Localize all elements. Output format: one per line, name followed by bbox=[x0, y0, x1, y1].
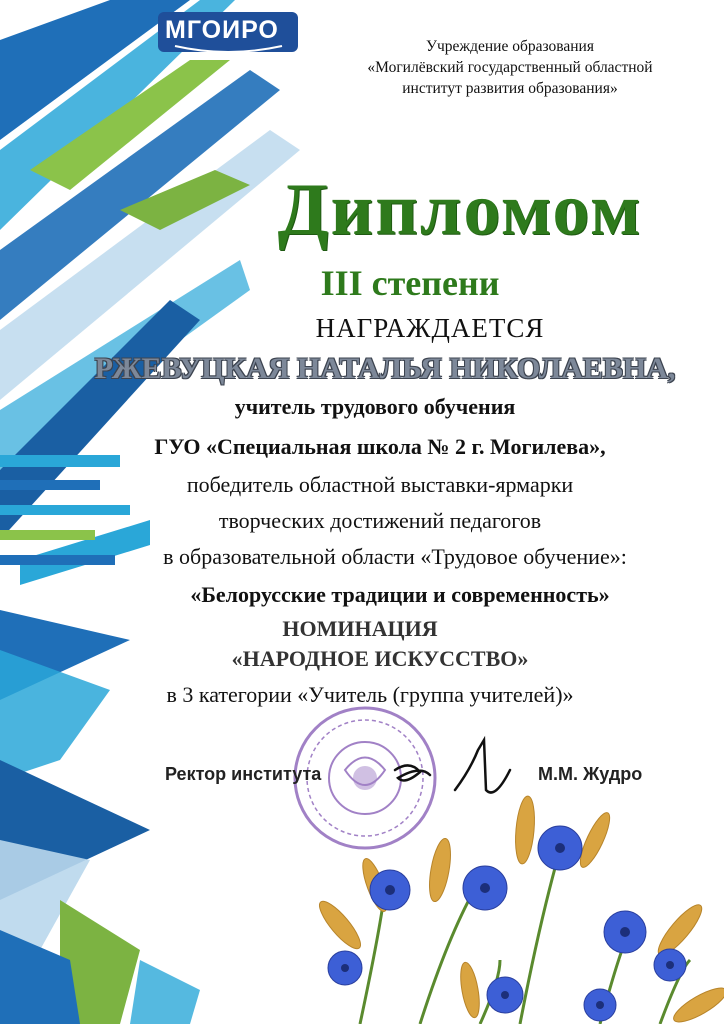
recipient-school: ГУО «Специальная школа № 2 г. Могилева», bbox=[154, 434, 606, 459]
handwritten-signature bbox=[395, 740, 510, 793]
awarded-heading: НАГРАЖДАЕТСЯ bbox=[315, 313, 545, 343]
award-text-1: победитель областной выставки-ярмарки bbox=[186, 472, 574, 497]
recipient-name: РЖЕВУЦКАЯ НАТАЛЬЯ НИКОЛАЕВНА, bbox=[94, 352, 676, 385]
diploma-title: Дипломом bbox=[277, 169, 643, 251]
institution-line-2: «Могилёвский государственный областной bbox=[367, 59, 653, 76]
category-text: в 3 категории «Учитель (группа учителей)» bbox=[166, 682, 574, 707]
award-text-2: творческих достижений педагогов bbox=[218, 508, 542, 533]
flower-decoration bbox=[314, 795, 724, 1024]
award-text-3: в образовательной области «Трудовое обучение»: bbox=[163, 544, 627, 569]
signature-name: М.М. Жудро bbox=[538, 764, 643, 784]
recipient-position: учитель трудового обучения bbox=[234, 394, 516, 419]
nomination-label: НОМИНАЦИЯ bbox=[282, 616, 438, 641]
diploma-degree: III степени bbox=[320, 263, 500, 303]
institution-line-1: Учреждение образования bbox=[426, 38, 594, 55]
logo-text: МГОИРО bbox=[165, 16, 279, 44]
institution-line-3: институт развития образования» bbox=[402, 80, 618, 97]
signature-title: Ректор института bbox=[165, 764, 322, 784]
nomination-title: «НАРОДНОЕ ИСКУССТВО» bbox=[231, 646, 529, 671]
exhibition-theme: «Белорусские традиции и современность» bbox=[190, 582, 610, 607]
